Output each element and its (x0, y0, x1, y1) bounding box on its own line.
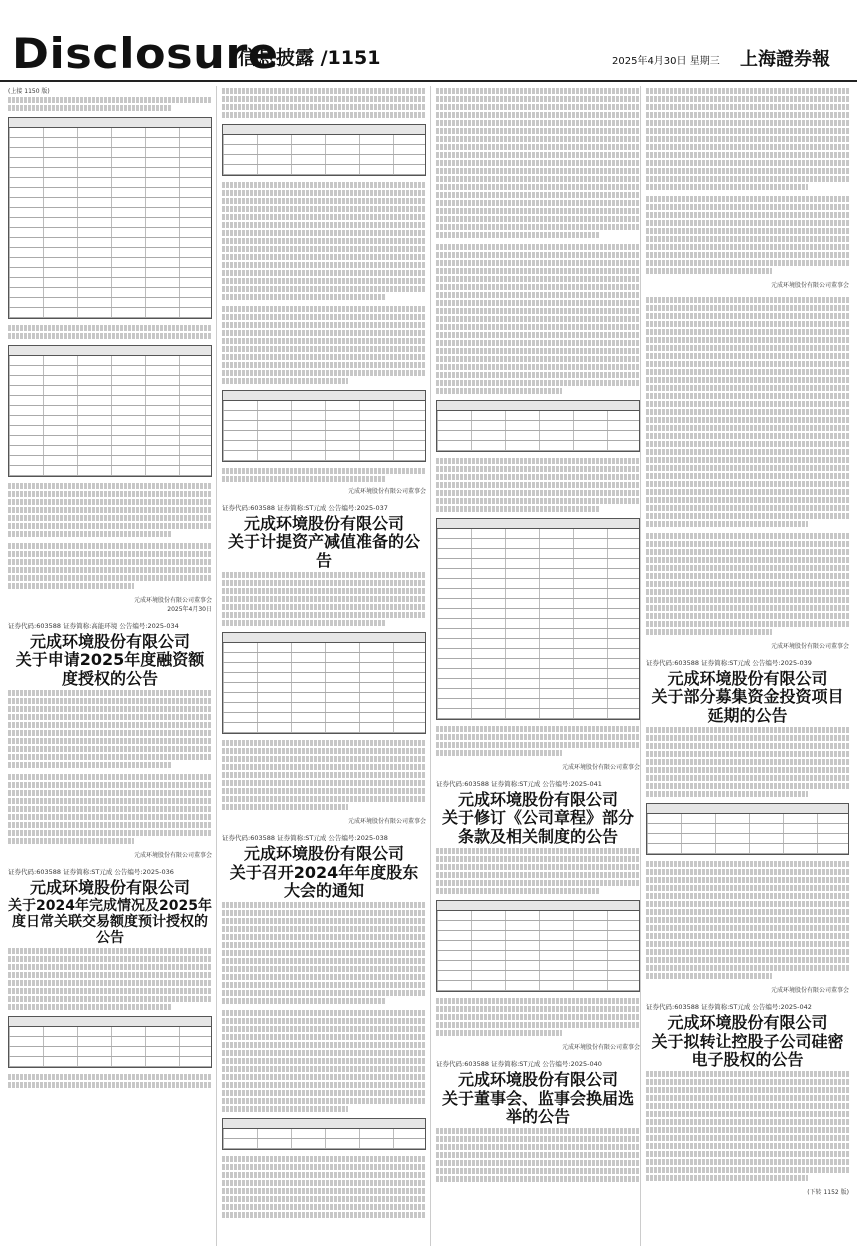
continued-label: (下转 1152 版) (807, 1189, 849, 1197)
article-headline: 关于董事会、监事会换届选举的公告 (441, 1088, 634, 1126)
table (8, 117, 212, 319)
column-divider (216, 86, 217, 1246)
signature: 元成环境股份有限公司董事会 (133, 852, 212, 860)
signature: 元成环境股份有限公司董事会 (561, 1044, 640, 1052)
table (222, 632, 426, 734)
article-meta: 证券代码:603588 证券简称:ST元成 公告编号:2025-040 (436, 1060, 602, 1069)
article-company: 元成环境股份有限公司 (457, 790, 618, 809)
column-1 (8, 86, 212, 1246)
brand-wordmark: Disclosure (12, 29, 279, 78)
column-2 (222, 86, 426, 1246)
section-title: 信息披露 /1151 (238, 47, 381, 69)
article-meta: 证券代码:603588 证券简称:ST元成 公告编号:2025-036 (8, 868, 174, 877)
article-meta: 证券代码:603588 证券简称:ST元成 公告编号:2025-037 (222, 504, 388, 512)
column-divider (430, 86, 431, 1246)
issue-date: 2025年4月30日 星期三 (612, 56, 720, 67)
article-company: 元成环境股份有限公司 (243, 514, 404, 533)
table (646, 803, 849, 855)
article-company: 元成环境股份有限公司 (243, 844, 404, 864)
table (222, 124, 426, 176)
column-4 (646, 86, 849, 1246)
signature: 元成环境股份有限公司董事会 (561, 764, 640, 771)
signature: 元成环境股份有限公司董事会 (770, 987, 849, 995)
column-3 (436, 86, 640, 1246)
article-company: 元成环境股份有限公司 (29, 632, 190, 651)
article-meta: 证券代码:603588 证券简称:高能环境 公告编号:2025-034 (8, 622, 179, 630)
article-company: 元成环境股份有限公司 (457, 1070, 618, 1090)
article-headline: 关于修订《公司章程》部分条款及相关制度的公告 (441, 808, 634, 846)
table (222, 1118, 426, 1150)
table (436, 518, 640, 720)
signature: 元成环境股份有限公司董事会 (770, 282, 849, 289)
masthead (0, 0, 857, 82)
article-meta: 证券代码:603588 证券简称:ST元成 公告编号:2025-041 (436, 780, 602, 788)
column-divider (640, 86, 641, 1246)
article-meta: 证券代码:603588 证券简称:ST元成 公告编号:2025-039 (646, 659, 812, 667)
article-company: 元成环境股份有限公司 (667, 1013, 828, 1033)
table (436, 900, 640, 992)
article-headline: 关于2024年完成情况及2025年度日常关联交易额度预计授权的公告 (8, 897, 212, 946)
table (222, 390, 426, 462)
article-company: 元成环境股份有限公司 (667, 669, 828, 688)
table (8, 345, 212, 477)
article-headline: 关于申请2025年度融资额度授权的公告 (15, 650, 205, 688)
signature: 元成环境股份有限公司董事会 (347, 488, 426, 495)
signature-date: 2025年4月30日 (167, 606, 212, 613)
article-headline: 关于计提资产减值准备的公告 (227, 532, 420, 570)
signature: 元成环境股份有限公司董事会 (347, 818, 426, 826)
article-meta: 证券代码:603588 证券简称:ST元成 公告编号:2025-038 (222, 834, 388, 843)
table (8, 1016, 212, 1068)
article-meta: 证券代码:603588 证券简称:ST元成 公告编号:2025-042 (646, 1003, 812, 1012)
continued-label: (上接 1150 版) (8, 88, 50, 95)
newspaper-name: 上海證券報 (740, 49, 830, 70)
signature: 元成环境股份有限公司董事会 (133, 597, 212, 604)
table (436, 400, 640, 452)
article-headline: 关于部分募集资金投资项目延期的公告 (651, 687, 844, 725)
article-company: 元成环境股份有限公司 (29, 878, 190, 898)
article-headline: 关于拟转让控股子公司硅密电子股权的公告 (651, 1031, 844, 1069)
article-headline: 关于召开2024年年度股东大会的通知 (229, 862, 419, 900)
signature: 元成环境股份有限公司董事会 (770, 643, 849, 650)
